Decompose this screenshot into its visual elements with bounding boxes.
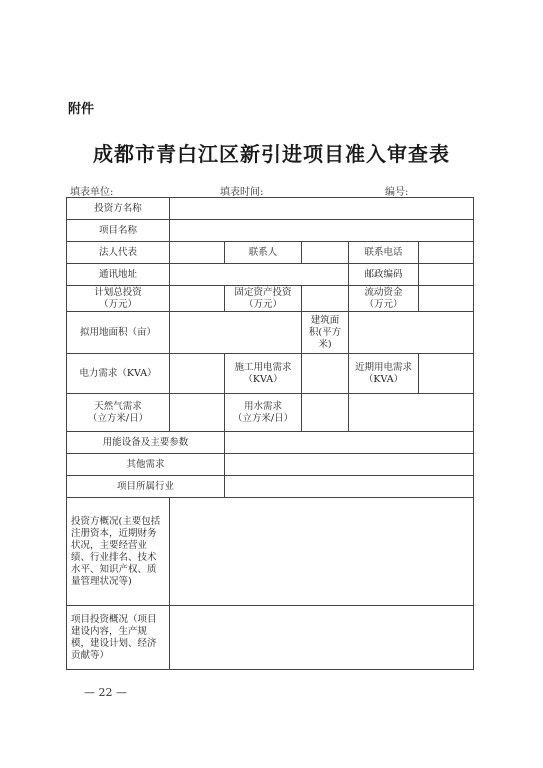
address-label: 通讯地址 (67, 264, 170, 286)
fill-unit-label: 填表单位: (70, 187, 114, 198)
working-capital-field[interactable] (419, 286, 474, 312)
investor-name-label: 投资方名称 (67, 198, 170, 220)
table-row (67, 606, 474, 670)
contact-person-field[interactable] (302, 242, 349, 264)
table-row (67, 312, 474, 354)
project-name-field[interactable] (170, 220, 474, 242)
total-investment-field[interactable] (170, 286, 225, 312)
table-row (67, 264, 474, 286)
project-overview-label: 项目投资概况（项目建设内容，生产规模，建设计划、经济贡献等） (67, 606, 170, 670)
energy-equipment-label: 用能设备及主要参数 (67, 432, 225, 454)
page-number: — 22 — (84, 686, 127, 699)
table-row (67, 198, 474, 220)
table-row (67, 242, 474, 264)
construction-power-field[interactable] (302, 354, 349, 394)
contact-person-label: 联系人 (225, 242, 302, 264)
investor-overview-label: 投资方概况(主要包括注册资本，近期财务状况，主要经营业绩、行业排名、技术水平、知识产权、质量管理状况等) (67, 498, 170, 606)
industry-field[interactable] (225, 476, 474, 498)
investor-overview-field[interactable] (170, 498, 474, 606)
table-row (67, 220, 474, 242)
fill-time-label: 填表时间: (220, 187, 264, 198)
building-area-label: 建筑面 积(平方 米) (302, 312, 349, 354)
table-row (67, 476, 474, 498)
legal-rep-field[interactable] (170, 242, 225, 264)
water-demand-label: 用水需求 （立方米/日） (225, 394, 302, 432)
contact-phone-label: 联系电话 (349, 242, 419, 264)
blank-cell (349, 394, 474, 432)
water-demand-field[interactable] (302, 394, 349, 432)
industry-label: 项目所属行业 (67, 476, 225, 498)
table-row (67, 394, 474, 432)
project-name-label: 项目名称 (67, 220, 170, 242)
postcode-field[interactable] (419, 264, 474, 286)
table-row (67, 498, 474, 606)
review-form-table (66, 197, 474, 670)
number-label: 编号: (385, 187, 409, 198)
address-field[interactable] (170, 264, 349, 286)
fixed-asset-label: 固定资产投资 （万元） (225, 286, 302, 312)
construction-power-label: 施工用电需求 （KVA） (225, 354, 302, 394)
table-row (67, 354, 474, 394)
form-title: 成都市青白江区新引进项目准入审查表 (93, 142, 450, 166)
land-area-field[interactable] (170, 312, 302, 354)
gas-demand-label: 天然气需求 （立方米/日） (67, 394, 170, 432)
investor-name-field[interactable] (170, 198, 474, 220)
project-overview-field[interactable] (170, 606, 474, 670)
attachment-label: 附件 (68, 102, 95, 117)
other-demand-field[interactable] (225, 454, 474, 476)
power-demand-field[interactable] (170, 354, 225, 394)
power-demand-label: 电力需求（KVA） (67, 354, 170, 394)
other-demand-label: 其他需求 (67, 454, 225, 476)
land-area-label: 拟用地面积（亩） (67, 312, 170, 354)
working-capital-label: 流动资金 （万元） (349, 286, 419, 312)
energy-equipment-field[interactable] (225, 432, 474, 454)
table-row (67, 432, 474, 454)
near-term-power-label: 近期用电需求 （KVA） (349, 354, 419, 394)
table-row (67, 454, 474, 476)
building-area-field[interactable] (349, 312, 474, 354)
gas-demand-field[interactable] (170, 394, 225, 432)
fixed-asset-field[interactable] (302, 286, 349, 312)
postcode-label: 邮政编码 (349, 264, 419, 286)
contact-phone-field[interactable] (419, 242, 474, 264)
table-row (67, 286, 474, 312)
total-investment-label: 计划总投资 （万元） (67, 286, 170, 312)
near-term-power-field[interactable] (419, 354, 474, 394)
legal-rep-label: 法人代表 (67, 242, 170, 264)
